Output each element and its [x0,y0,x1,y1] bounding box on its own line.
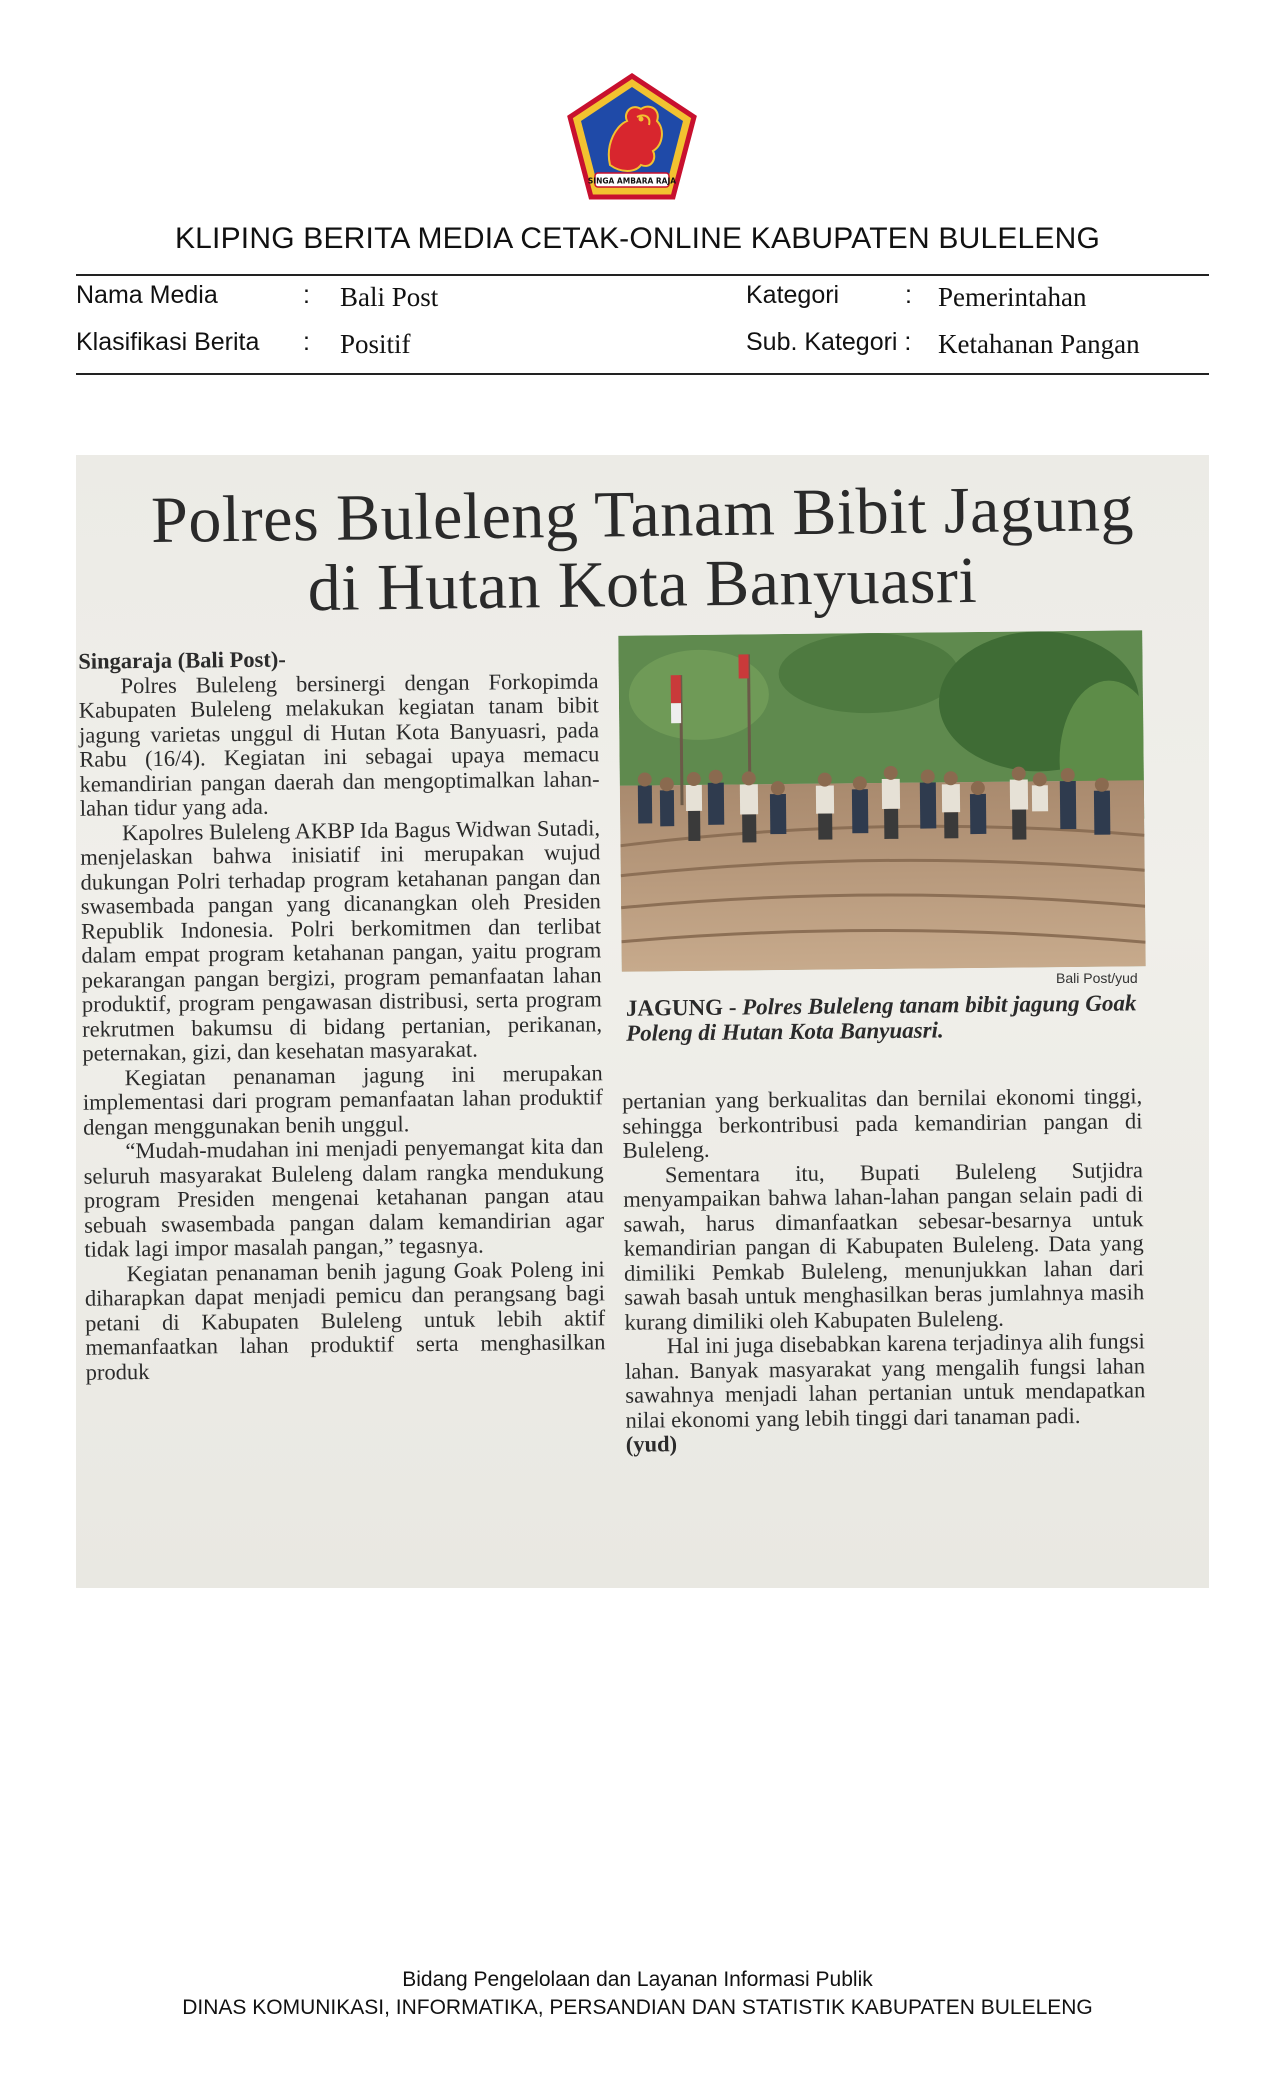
article-paragraph: “Mudah-mudahan ini menjadi penyemangat kita dan seluruh masyarakat Buleleng dalam rangka mendukung program Presiden mengenai ketahanan pangan atau sebuah swasembada pangan dalam kemandirian agar tidak lagi impor masalah pangan,” tegasnya. [83,1133,605,1262]
article-headline-line2: di Hutan Kota Banyuasri [307,543,978,626]
article-paragraph: Polres Buleleng bersinergi dengan Forkopimda Kabupaten Buleleng melakukan kegiatan tanam bibit jagung varietas unggul di Hutan Kota Banyuasri, pada Rabu (16/4). Kegiatan ini sebagai upaya memacu kemandirian pangan daerah dan mengoptimalkan lahan-lahan tidur yang ada. [78,667,600,821]
sub-kategori-value: Ketahanan Pangan [938,329,1140,359]
article-paragraph: pertanian yang berkualitas dan bernilai ekonomi tinggi, sehingga berkontribusi pada kemandirian pangan di Buleleng. [622,1083,1143,1163]
kategori-value: Pemerintahan [938,282,1087,312]
article-left-column [78,644,606,1384]
klasifikasi-label: Klasifikasi Berita [76,328,260,356]
klasifikasi-value: Positif [340,329,411,359]
newspaper-clipping [76,455,1209,1588]
caption-lead: JAGUNG - [625,994,743,1021]
article-headline-line1: Polres Buleleng Tanam Bibit Jagung [150,471,1135,558]
article-dateline: Singaraja (Bali Post)- [78,646,286,674]
article-right-column [622,1084,1146,1457]
colon: : [905,281,912,309]
sub-kategori-label: Sub. Kategori : [746,328,912,356]
article-paragraph: Kegiatan penanaman jagung ini merupakan implementasi dari program pemanfaatan lahan produktif dengan menggunakan benih unggul. [82,1059,604,1140]
article-paragraph: Kegiatan penanaman benih jagung Goak Poleng ini diharapkan dapat menjadi pemicu dan perangsang bagi petani di Kabupaten Buleleng untuk lebih aktif memanfaatkan lahan produktif serta menghasilkan produk [84,1255,606,1385]
photo-caption [626,990,1146,1045]
header-divider-top [76,274,1209,276]
footer-agency: DINAS KOMUNIKASI, INFORMATIKA, PERSANDIAN DAN STATISTIK KABUPATEN BULELENG [182,1996,1093,2019]
buleleng-emblem-logo [565,73,699,203]
photo-credit: Bali Post/yud [1056,970,1138,986]
article-signoff: (yud) [625,1431,678,1457]
caption-text: Polres Buleleng tanam bibit jagung Goak Poleng di Hutan Kota Banyuasri. [626,990,1137,1046]
nama-media-label: Nama Media [76,281,218,309]
article-paragraph: Hal ini juga disebabkan karena terjadinya alih fungsi lahan. Banyak masyarakat yang mengalih fungsi lahan sawahnya menjadi lahan pertanian untuk mendapatkan nilai ekonomi yang lebih tinggi dari tanaman padi. [624,1328,1146,1433]
nama-media-value: Bali Post [340,282,439,312]
page-title: KLIPING BERITA MEDIA CETAK-ONLINE KABUPATEN BULELENG [174,222,1101,255]
article-photo [618,630,1145,971]
colon: : [303,328,310,356]
article-paragraph: Kapolres Buleleng AKBP Ida Bagus Widwan Sutadi, menjelaskan bahwa inisiatif ini merupakan wujud dukungan Polri terhadap program ketahanan pangan dan swasembada pangan yang dicanangkan oleh Presiden Republik Indonesia. Polri berkomitmen dan terlibat dalam empat program ketahanan pangan, yaitu program pekarangan pangan bergizi, program pemanfaatan lahan produktif, program pengawasan distribusi, serta program rekrutmen bakumsu di bidang pertanian, perikanan, peternakan, gizi, dan kesehatan masyarakat. [80,814,603,1066]
footer-department: Bidang Pengelolaan dan Layanan Informasi Publik [402,1968,873,1991]
kategori-label: Kategori [746,281,840,309]
header-divider-bottom [76,373,1209,375]
article-paragraph: Sementara itu, Bupati Buleleng Sutjidra menyampaikan bahwa lahan-lahan pangan selain padi di sawah, harus dimanfaatkan sebesar-besarnya untuk kemandirian pangan di Kabupaten Buleleng. Data yang dimiliki Pemkab Buleleng, menunjukkan lahan dari sawah basah untuk menghasilkan beras jumlahnya masih kurang dimiliki oleh Kabupaten Buleleng. [623,1156,1145,1335]
logo-caption: SINGA AMBARA RAJA [587,176,677,186]
colon: : [303,281,310,309]
